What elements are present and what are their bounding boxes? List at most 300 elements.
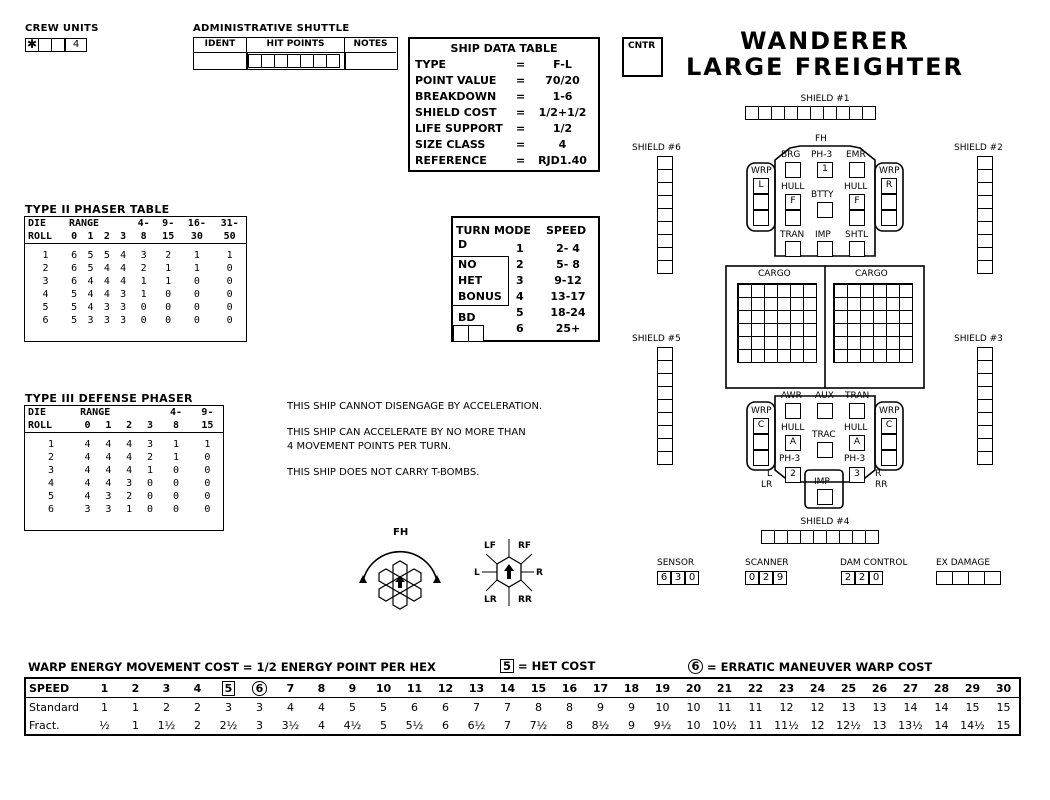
shield-box[interactable]	[657, 221, 673, 235]
cargo-box[interactable]	[777, 323, 791, 337]
ph3-front-box[interactable]: 1	[817, 162, 833, 178]
wrp-rear-right-box[interactable]	[881, 450, 897, 466]
cargo-box[interactable]	[751, 297, 765, 311]
speed-range-value: 18-24	[550, 306, 586, 319]
scanner-value[interactable]: 2	[759, 571, 773, 585]
speed-value: 1	[100, 681, 109, 695]
phaser3-table	[24, 405, 224, 531]
shield3-track	[977, 347, 993, 465]
speed-value: 19	[654, 681, 671, 695]
cargo-box[interactable]	[834, 284, 848, 298]
speed-value: 30	[995, 681, 1012, 695]
shield-box[interactable]	[784, 106, 798, 120]
speed-value: 7	[286, 681, 295, 695]
btty-box[interactable]	[817, 202, 833, 218]
cargo-box[interactable]	[803, 284, 817, 298]
arc-r-label: R	[536, 568, 543, 578]
ex-damage-box[interactable]	[952, 571, 969, 585]
cargo-box[interactable]	[886, 323, 900, 337]
speed-row-label: SPEED	[25, 678, 89, 698]
shield-box[interactable]	[977, 182, 993, 196]
shield-box[interactable]	[657, 373, 673, 387]
shield-box[interactable]	[977, 260, 993, 274]
phaser-row	[25, 249, 246, 262]
sensor-value[interactable]: 3	[671, 571, 685, 585]
turn-mode-value: 6	[516, 322, 524, 335]
standard-cost-cell: 11	[748, 700, 763, 714]
standard-cost-cell: 13	[841, 700, 856, 714]
cargo-box[interactable]	[886, 297, 900, 311]
standard-cost-cell: 14	[934, 700, 949, 714]
range-header-cell: 50	[213, 230, 246, 244]
cargo-box[interactable]	[764, 349, 778, 363]
damage-cell: 0	[165, 301, 172, 313]
hit-point-box[interactable]	[261, 54, 275, 68]
cargo-box[interactable]	[860, 310, 874, 324]
shield-box[interactable]	[657, 156, 673, 170]
die-roll-cell: 6	[42, 314, 49, 326]
wrp-rear-left-box[interactable]	[753, 434, 769, 450]
ship-data-key: SIZE CLASS	[415, 138, 486, 151]
shield-box[interactable]	[657, 412, 673, 426]
shield-box[interactable]	[977, 438, 993, 452]
die-roll-cell: 2	[42, 262, 49, 274]
shield-box[interactable]	[839, 530, 853, 544]
hull-f-right-box[interactable]: F	[849, 194, 865, 210]
shield-box[interactable]	[800, 530, 814, 544]
speed-value: 23	[778, 681, 795, 695]
cargo-box[interactable]	[847, 323, 861, 337]
cargo-box[interactable]	[764, 336, 778, 350]
cargo-box[interactable]	[764, 284, 778, 298]
fract-cost-cell: 11	[748, 718, 763, 732]
ex-damage-box[interactable]	[968, 571, 985, 585]
damage-cell: 4	[126, 451, 133, 463]
cargo-box[interactable]	[886, 349, 900, 363]
fract-cost-cell: 6	[442, 718, 449, 732]
hull-a-right-box[interactable]: A	[849, 435, 865, 451]
wrp-rear-right-box[interactable]	[881, 434, 897, 450]
speed-cell	[89, 678, 120, 698]
shield-box[interactable]	[977, 360, 993, 374]
cargo-box[interactable]	[860, 297, 874, 311]
shield-box[interactable]	[823, 106, 837, 120]
fract-cost-cell: 4½	[343, 718, 362, 732]
cargo-box[interactable]	[899, 284, 913, 298]
damage-cell: 0	[193, 275, 200, 287]
shield-box[interactable]	[771, 106, 785, 120]
cargo-box[interactable]	[738, 310, 752, 324]
tran-rear-box[interactable]	[849, 403, 865, 419]
cargo-box[interactable]	[834, 297, 848, 311]
shield-box[interactable]	[852, 530, 866, 544]
dam-control-value[interactable]: 2	[855, 571, 869, 585]
standard-cost-cell: 3	[256, 700, 263, 714]
range-header-cell: 3	[115, 230, 131, 244]
cargo-box[interactable]	[873, 310, 887, 324]
shield-box[interactable]	[865, 530, 879, 544]
cargo-box[interactable]	[873, 349, 887, 363]
shield-box[interactable]	[657, 234, 673, 248]
standard-cost-cell: 12	[810, 700, 825, 714]
cargo-box[interactable]	[751, 336, 765, 350]
wrp-right-box[interactable]: R	[881, 178, 897, 194]
cargo-left-grid[interactable]	[737, 283, 817, 363]
shield-box[interactable]	[849, 106, 863, 120]
speed-cell	[833, 678, 864, 698]
sensor-value[interactable]: 6	[657, 571, 671, 585]
phaser2-table	[24, 216, 247, 342]
no-label: NO	[458, 258, 477, 271]
fract-cost-cell: 1½	[157, 718, 176, 732]
shtl-box[interactable]	[849, 241, 865, 257]
cargo-box[interactable]	[847, 349, 861, 363]
dam-control-value[interactable]: 2	[841, 571, 855, 585]
cargo-box[interactable]	[764, 297, 778, 311]
shield-box[interactable]	[657, 182, 673, 196]
cargo-box[interactable]	[860, 284, 874, 298]
shield6-track	[657, 156, 673, 274]
turn-mode-rows	[516, 241, 598, 337]
crew-box[interactable]	[51, 38, 65, 52]
ship-notes	[287, 400, 542, 480]
ex-damage-box[interactable]	[984, 571, 1001, 585]
hit-point-box[interactable]	[287, 54, 301, 68]
note-tbombs: THIS SHIP DOES NOT CARRY T-BOMBS.	[287, 467, 480, 478]
speed-cell	[988, 678, 1020, 698]
cargo-box[interactable]	[790, 349, 804, 363]
cargo-box[interactable]	[738, 284, 752, 298]
shield-box[interactable]	[977, 451, 993, 465]
speed-cell	[740, 678, 771, 698]
damage-cell: 6	[71, 249, 78, 261]
damage-cell: 3	[103, 314, 110, 326]
cargo-box[interactable]	[860, 349, 874, 363]
ship-data-row	[415, 105, 598, 121]
btty-label: BTTY	[811, 190, 834, 200]
shield-box[interactable]	[657, 169, 673, 183]
shield-box[interactable]	[657, 347, 673, 361]
emr-box[interactable]	[849, 162, 865, 178]
shield-box[interactable]	[657, 195, 673, 209]
cargo-box[interactable]	[777, 310, 791, 324]
tran-front-box[interactable]	[785, 241, 801, 257]
cargo-box[interactable]	[873, 336, 887, 350]
wrp-left-box[interactable]: L	[753, 178, 769, 194]
shield-box[interactable]	[977, 195, 993, 209]
damage-cell: 0	[147, 477, 154, 489]
die-roll-cell: 2	[48, 451, 55, 463]
hull-f-left-box[interactable]: F	[785, 194, 801, 210]
speed-value: 12	[437, 681, 454, 695]
speed-cell	[213, 678, 244, 698]
cargo-box[interactable]	[886, 336, 900, 350]
cargo-box[interactable]	[803, 336, 817, 350]
hit-point-box[interactable]	[248, 54, 262, 68]
ph3-rear-right-box[interactable]: 3	[849, 467, 865, 483]
ship-data-title: SHIP DATA TABLE	[450, 42, 558, 55]
cntr-box[interactable]: CNTR	[622, 37, 663, 77]
ex-damage-box[interactable]	[936, 571, 953, 585]
ship-data-equals: =	[516, 106, 526, 119]
fract-cost-cell: 15	[996, 718, 1011, 732]
scanner-label: SCANNER	[745, 558, 789, 568]
hit-point-box[interactable]	[326, 54, 340, 68]
range-header-cell: 0	[66, 230, 82, 244]
damage-cell: 0	[193, 314, 200, 326]
cargo-box[interactable]	[803, 323, 817, 337]
cargo-box[interactable]	[751, 284, 765, 298]
turn-mode-value: 2	[516, 258, 524, 271]
ship-data-rows	[415, 57, 598, 169]
standard-cost-cell: 8	[566, 700, 573, 714]
ship-data-row	[415, 137, 598, 153]
range-header-cell: 8	[160, 419, 191, 433]
cargo-box[interactable]	[790, 284, 804, 298]
shield-box[interactable]	[774, 530, 788, 544]
cargo-box[interactable]	[860, 336, 874, 350]
awr-box[interactable]	[785, 403, 801, 419]
wrp-left-box[interactable]	[753, 194, 769, 210]
cargo-box[interactable]	[790, 297, 804, 311]
fract-cost-cell: 12½	[836, 718, 861, 732]
damage-cell: 4	[105, 451, 112, 463]
wrp-rear-left-box[interactable]: C	[753, 418, 769, 434]
crew-box[interactable]	[38, 38, 52, 52]
shield-box[interactable]	[657, 425, 673, 439]
cargo-box[interactable]	[803, 310, 817, 324]
cargo-box[interactable]	[751, 323, 765, 337]
damage-cell: 3	[120, 301, 127, 313]
speed-cell	[306, 678, 337, 698]
shield-box[interactable]	[977, 234, 993, 248]
turn-mode-value: 5	[516, 306, 524, 319]
cargo-box[interactable]	[790, 310, 804, 324]
range-header: RANGE	[80, 407, 111, 418]
shield-box[interactable]	[977, 156, 993, 170]
shield-box[interactable]	[797, 106, 811, 120]
shield-box[interactable]	[657, 260, 673, 274]
wrp-rear-left-box[interactable]	[753, 450, 769, 466]
cargo-box[interactable]	[847, 336, 861, 350]
cargo-box[interactable]	[847, 284, 861, 298]
damage-cell: 0	[226, 262, 233, 274]
standard-cost-cell: 11	[717, 700, 732, 714]
bd-box[interactable]	[468, 325, 484, 342]
shield3-label: SHIELD #3	[954, 334, 1003, 344]
speed-value: 27	[902, 681, 919, 695]
imp-front-box[interactable]	[817, 241, 833, 257]
bd-box[interactable]	[453, 325, 469, 342]
cargo-box[interactable]	[873, 323, 887, 337]
ship-data-equals: =	[516, 90, 526, 103]
shield-box[interactable]	[977, 412, 993, 426]
cargo-box[interactable]	[751, 310, 765, 324]
shield-box[interactable]	[657, 247, 673, 261]
speed-range-value: 2- 4	[556, 242, 580, 255]
speed-cell	[523, 678, 554, 698]
cargo-box[interactable]	[899, 336, 913, 350]
imp-rear-label: IMP	[814, 477, 830, 487]
shield-box[interactable]	[977, 169, 993, 183]
dam-control-value[interactable]: 0	[869, 571, 883, 585]
cargo-box[interactable]	[834, 349, 848, 363]
shield-box[interactable]	[657, 386, 673, 400]
shield-box[interactable]	[977, 247, 993, 261]
damage-cell: 4	[84, 451, 91, 463]
cargo-box[interactable]	[777, 349, 791, 363]
cargo-box[interactable]	[834, 310, 848, 324]
shield-box[interactable]	[862, 106, 876, 120]
damage-cell: 0	[147, 503, 154, 515]
cargo-box[interactable]	[777, 284, 791, 298]
cargo-box[interactable]	[764, 323, 778, 337]
damage-cell: 4	[103, 288, 110, 300]
shield-box[interactable]	[657, 360, 673, 374]
wrp-rear-right-box[interactable]: C	[881, 418, 897, 434]
cargo-right-grid[interactable]	[833, 283, 913, 363]
damage-cell: 0	[226, 288, 233, 300]
cargo-box[interactable]	[886, 284, 900, 298]
fract-cost-cell: 2	[194, 718, 201, 732]
shield-box[interactable]	[977, 425, 993, 439]
shield-box[interactable]	[745, 106, 759, 120]
shield-box[interactable]	[826, 530, 840, 544]
damage-cell: 0	[165, 314, 172, 326]
cargo-box[interactable]	[899, 310, 913, 324]
phaser3-title: TYPE III DEFENSE PHASER	[25, 392, 193, 405]
shield-box[interactable]	[977, 208, 993, 222]
shield-box[interactable]	[758, 106, 772, 120]
cargo-box[interactable]	[777, 297, 791, 311]
cargo-box[interactable]	[764, 310, 778, 324]
arc-rr-label: RR	[518, 595, 532, 605]
shield-box[interactable]	[813, 530, 827, 544]
hull-f-left-label: HULL	[781, 182, 805, 192]
imp-rear-box[interactable]	[817, 489, 833, 505]
shield-box[interactable]	[810, 106, 824, 120]
turn-mode-row	[516, 273, 598, 289]
brg-box[interactable]	[785, 162, 801, 178]
shield-box[interactable]	[657, 438, 673, 452]
cargo-box[interactable]	[834, 336, 848, 350]
speed-cell	[430, 678, 461, 698]
shield-box[interactable]	[977, 399, 993, 413]
wrp-right-box[interactable]	[881, 210, 897, 226]
hull-f-left-box[interactable]	[785, 210, 801, 226]
shield-box[interactable]	[977, 221, 993, 235]
speed-cell	[864, 678, 895, 698]
cargo-box[interactable]	[803, 297, 817, 311]
cargo-box[interactable]	[899, 297, 913, 311]
range-header-cell: 0	[77, 419, 98, 433]
wrp-left-box[interactable]	[753, 210, 769, 226]
shield-box[interactable]	[761, 530, 775, 544]
scanner-value[interactable]: 0	[745, 571, 759, 585]
cargo-box[interactable]	[777, 336, 791, 350]
bd-boxes	[453, 325, 484, 342]
hit-point-box[interactable]	[274, 54, 288, 68]
die-roll-cell: 5	[42, 301, 49, 313]
scanner-value[interactable]: 9	[773, 571, 787, 585]
shield-box[interactable]	[836, 106, 850, 120]
hull-f-right-box[interactable]	[849, 210, 865, 226]
speed-cell	[151, 678, 182, 698]
sensor-value[interactable]: 0	[685, 571, 699, 585]
shield-box[interactable]	[977, 373, 993, 387]
phaser-row	[25, 314, 246, 327]
shield-box[interactable]	[787, 530, 801, 544]
cargo-box[interactable]	[738, 323, 752, 337]
turn-mode-value: 1	[516, 242, 524, 255]
damage-cell: 4	[87, 301, 94, 313]
shield-box[interactable]	[977, 386, 993, 400]
cargo-box[interactable]	[847, 310, 861, 324]
cargo-box[interactable]	[899, 349, 913, 363]
shuttle-hit-point-boxes	[248, 54, 340, 68]
damage-cell: 2	[147, 451, 154, 463]
damage-cell: 4	[84, 477, 91, 489]
fract-cost-cell: 9	[628, 718, 635, 732]
cargo-box[interactable]	[860, 323, 874, 337]
hit-point-box[interactable]	[300, 54, 314, 68]
fract-cost-cell: 13½	[898, 718, 923, 732]
cargo-box[interactable]	[886, 310, 900, 324]
arc-rf-label: RF	[518, 541, 532, 551]
cargo-box[interactable]	[834, 323, 848, 337]
cargo-box[interactable]	[738, 297, 752, 311]
arc-lf-label: LF	[484, 541, 496, 551]
fract-cost-cell: 7	[504, 718, 511, 732]
arc-l-rear-label: L	[767, 469, 773, 479]
hit-point-box[interactable]	[313, 54, 327, 68]
arc-l-label: L	[474, 568, 480, 578]
cargo-box[interactable]	[738, 336, 752, 350]
cargo-box[interactable]	[873, 297, 887, 311]
cargo-box[interactable]	[899, 323, 913, 337]
hull-a-right-label: HULL	[844, 423, 868, 433]
shield-box[interactable]	[977, 347, 993, 361]
speed-value: 22	[747, 681, 764, 695]
wrp-right-box[interactable]	[881, 194, 897, 210]
shuttle-notes-header: NOTES	[345, 38, 396, 53]
speed-range-value: 13-17	[550, 290, 586, 303]
cargo-box[interactable]	[873, 284, 887, 298]
ph3-rear-left-box[interactable]: 2	[785, 467, 801, 483]
aux-box[interactable]	[817, 403, 833, 419]
standard-cost-cell: 2	[194, 700, 201, 714]
shield1-track	[745, 106, 876, 120]
shield-box[interactable]	[657, 451, 673, 465]
hull-a-left-box[interactable]: A	[785, 435, 801, 451]
standard-cost-cell: 15	[965, 700, 980, 714]
fract-cost-cell: 10½	[712, 718, 737, 732]
cargo-box[interactable]	[738, 349, 752, 363]
cargo-box[interactable]	[790, 323, 804, 337]
fract-cost-cell: 8	[566, 718, 573, 732]
shield-box[interactable]	[657, 208, 673, 222]
trac-box[interactable]	[817, 442, 833, 458]
cargo-box[interactable]	[751, 349, 765, 363]
damage-cell: 4	[84, 490, 91, 502]
dam-control-track	[841, 571, 883, 585]
damage-cell: 3	[105, 503, 112, 515]
cargo-box[interactable]	[803, 349, 817, 363]
die-roll-cell: 3	[48, 464, 55, 476]
cargo-box[interactable]	[847, 297, 861, 311]
cargo-box[interactable]	[790, 336, 804, 350]
shield-box[interactable]	[657, 399, 673, 413]
